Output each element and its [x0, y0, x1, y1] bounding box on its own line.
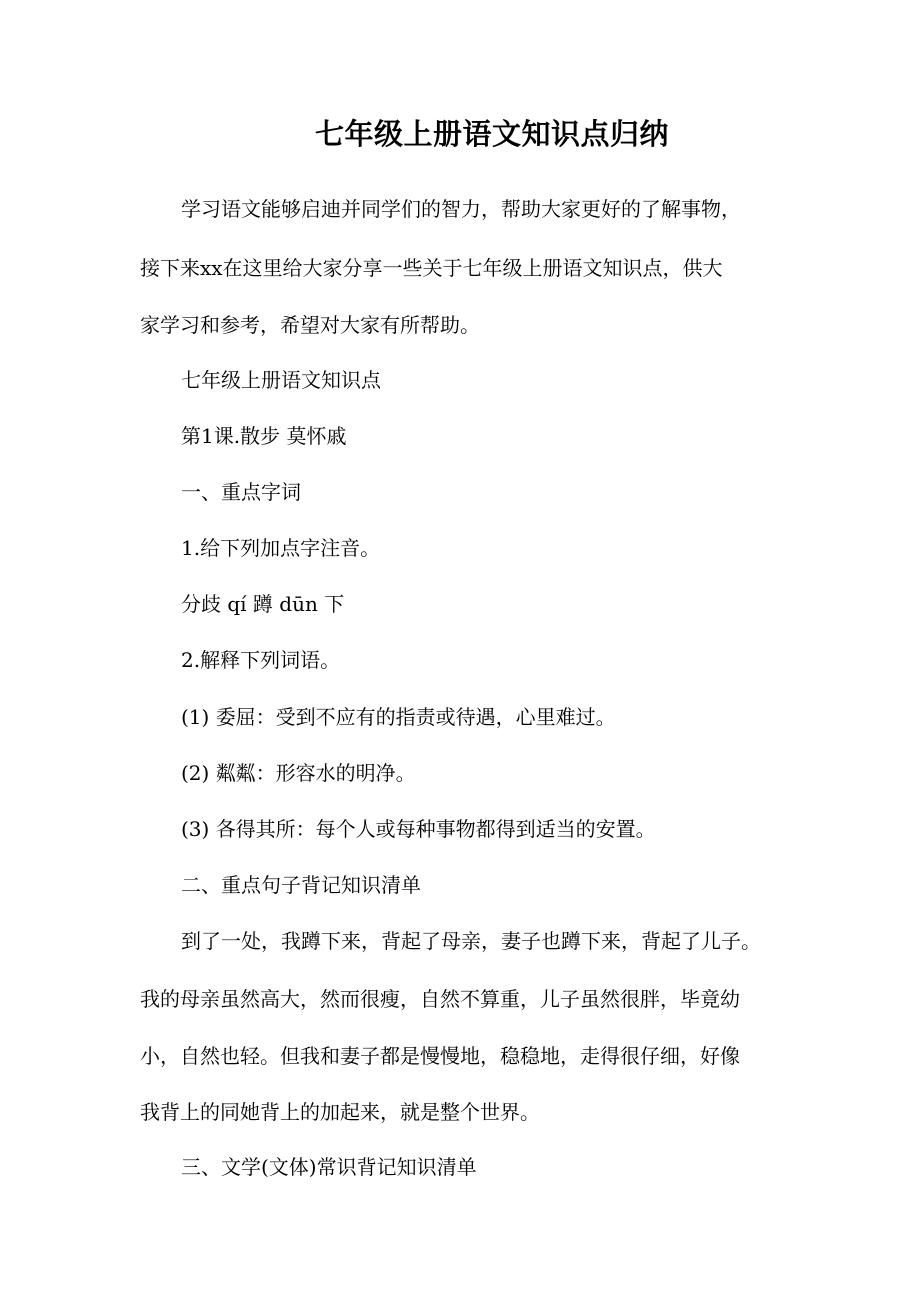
passage-line-3: 小，自然也轻。但我和妻子都是慢慢地，稳稳地，走得很仔细，好像 [140, 1044, 740, 1068]
part-three-heading: 三、文学(文体)常识背记知识清单 [181, 1155, 477, 1179]
intro-line-2: 接下来xx在这里给大家分享一些关于七年级上册语文知识点，供大 [140, 256, 723, 280]
part-one-heading: 一、重点字词 [181, 480, 301, 504]
definition-2: (2) 粼粼：形容水的明净。 [181, 761, 416, 785]
intro-line-1: 学习语文能够启迪并同学们的智力，帮助大家更好的了解事物， [181, 197, 741, 221]
intro-line-3: 家学习和参考，希望对大家有所帮助。 [140, 313, 480, 337]
question-2: 2.解释下列词语。 [181, 648, 341, 672]
pinyin-answers: 分歧 qí 蹲 dūn 下 [181, 592, 345, 616]
question-1: 1.给下列加点字注音。 [181, 536, 381, 560]
passage-line-4: 我背上的同她背上的加起来，就是整个世界。 [140, 1100, 540, 1124]
document-title: 七年级上册语文知识点归纳 [314, 117, 669, 151]
passage-line-2: 我的母亲虽然高大，然而很瘦，自然不算重，儿子虽然很胖，毕竟幼 [140, 987, 740, 1011]
section-heading: 七年级上册语文知识点 [181, 368, 381, 392]
definition-1: (1) 委屈：受到不应有的指责或待遇，心里难过。 [181, 705, 616, 729]
definition-3: (3) 各得其所：每个人或每种事物都得到适当的安置。 [181, 817, 656, 841]
lesson-title: 第1课.散步 莫怀戚 [181, 424, 347, 448]
passage-line-1: 到了一处，我蹲下来，背起了母亲，妻子也蹲下来，背起了儿子。 [181, 929, 761, 953]
part-two-heading: 二、重点句子背记知识清单 [181, 873, 421, 897]
